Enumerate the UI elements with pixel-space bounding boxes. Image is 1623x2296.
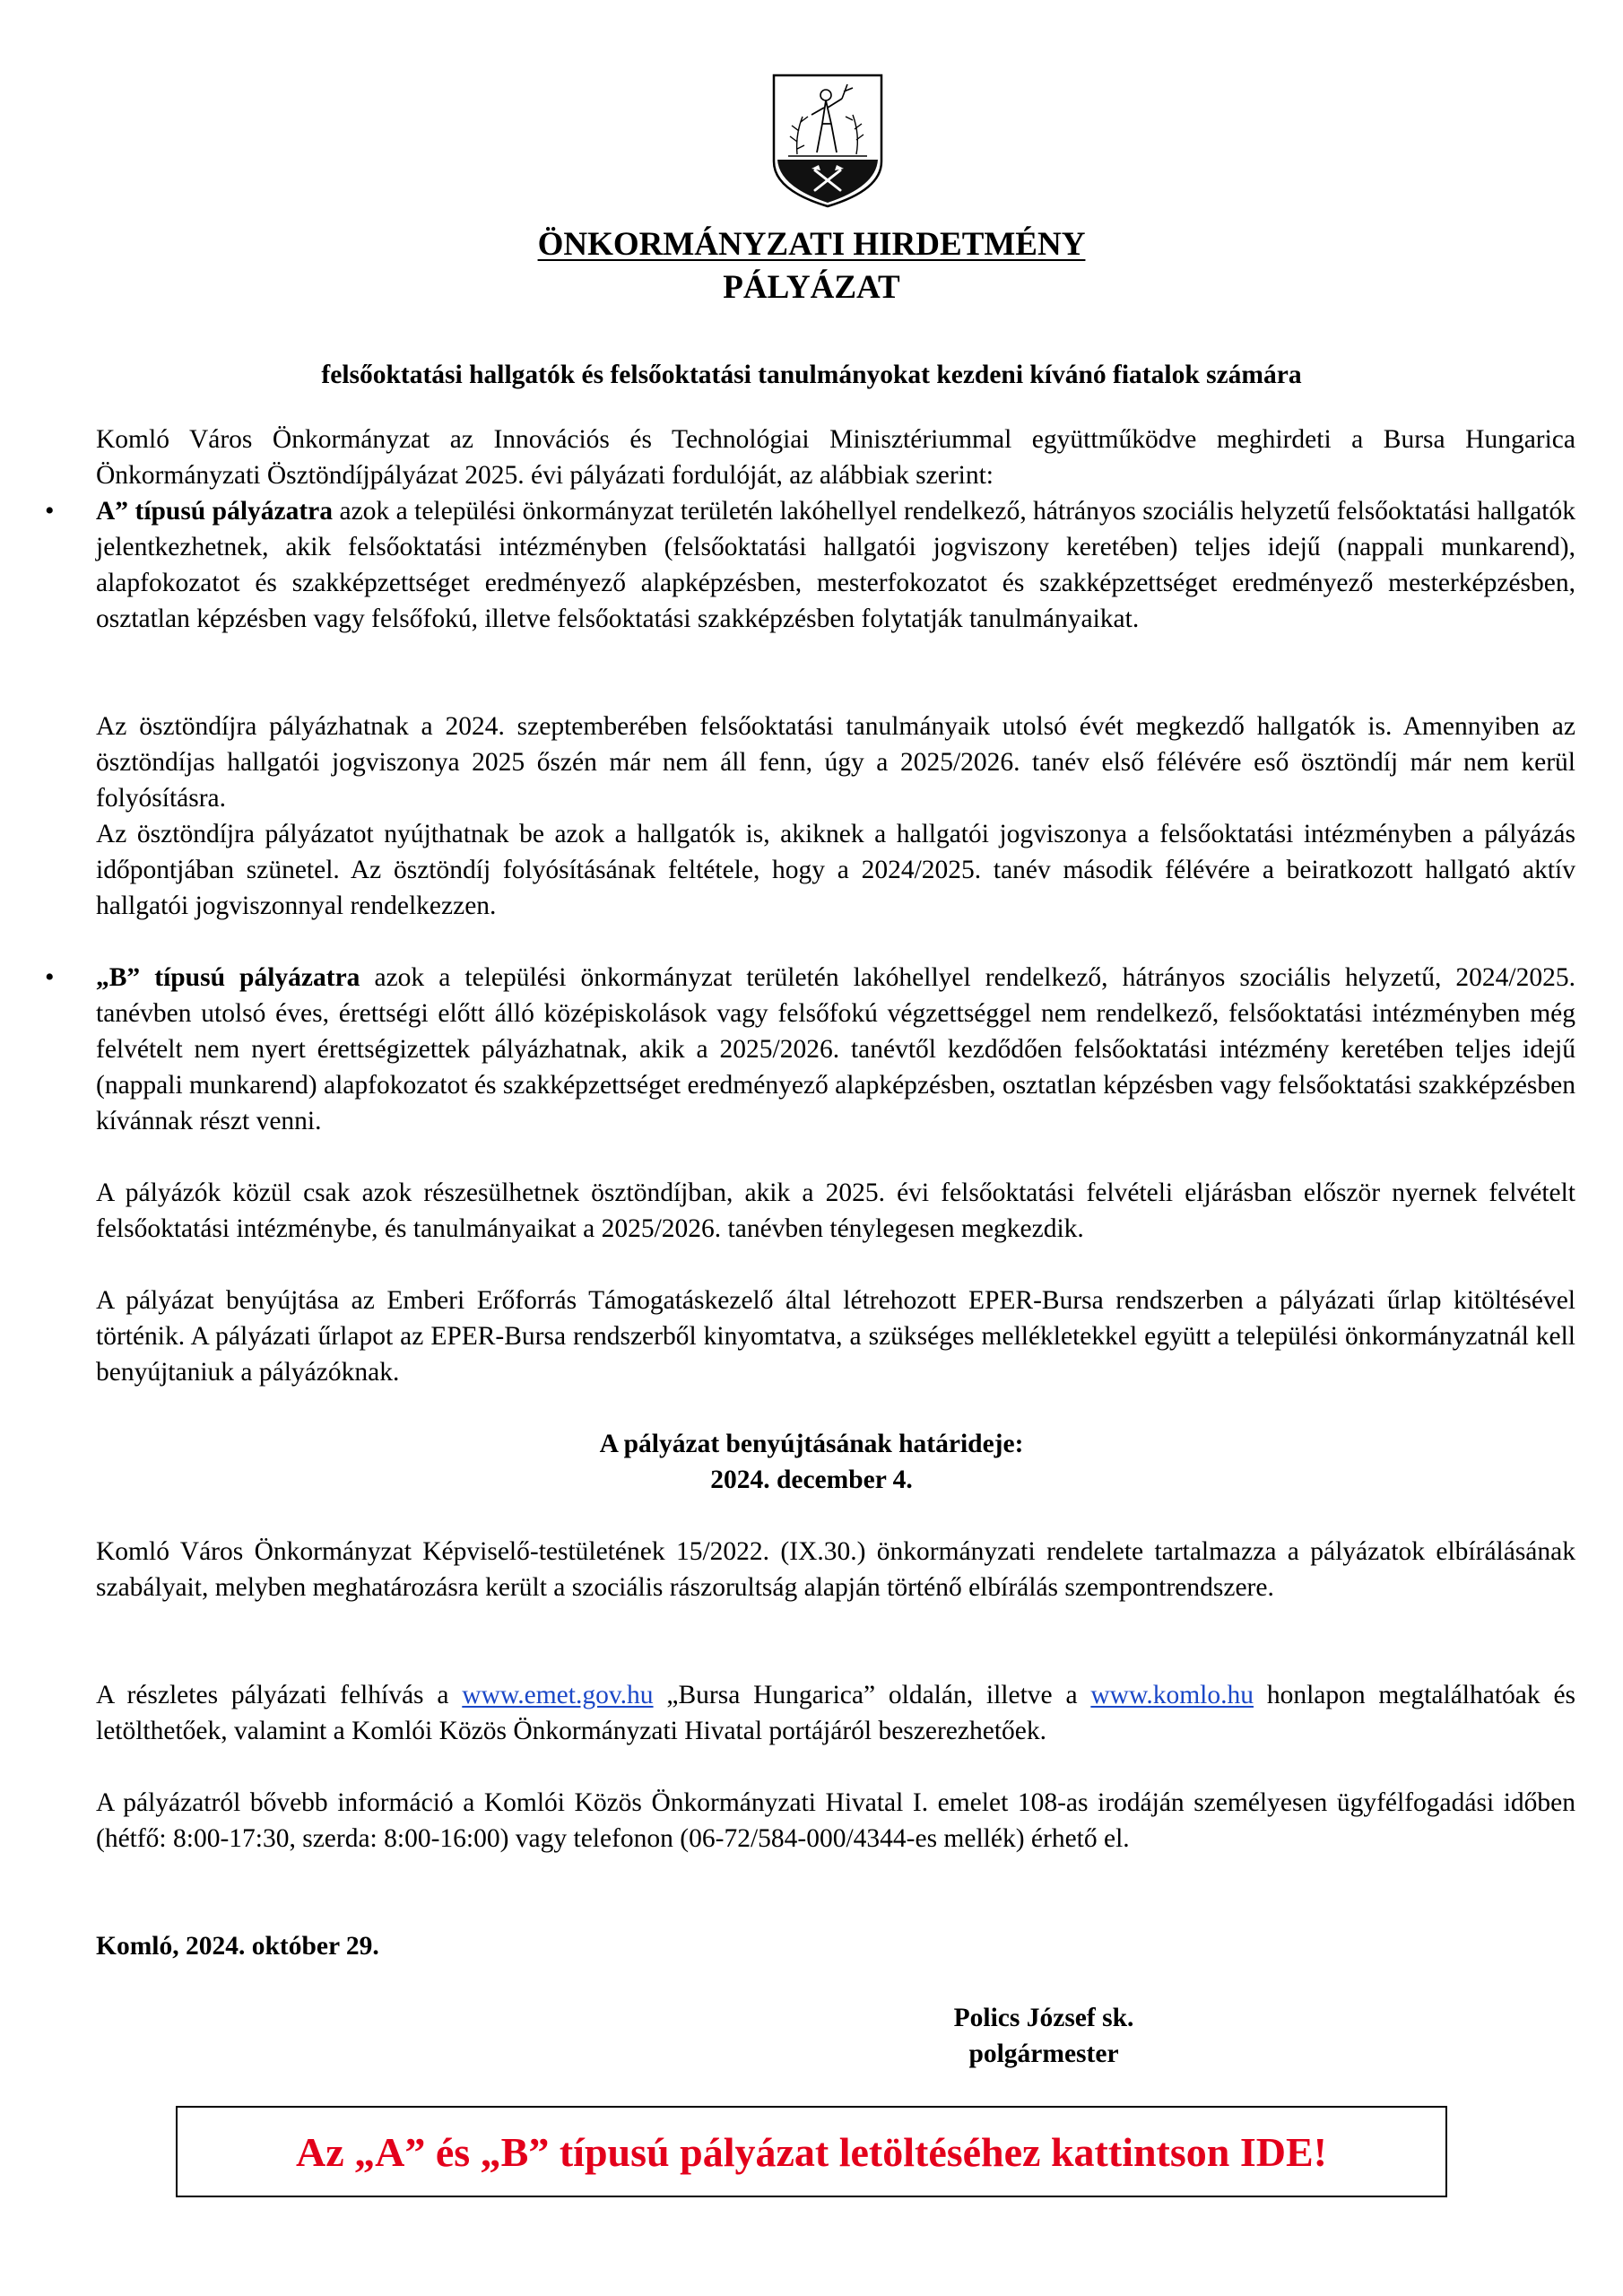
type-a-paragraph-3: Az ösztöndíjra pályázatot nyújthatnak be azok a hallgatók is, akiknek a hallgatói jogviszonya a felsőoktatási intézményben a pályázás időpontjában szünetel. Az ösztöndíj folyósításának feltétele, hogy a 2024/2025. tanév második félévére a beiratkozott hallgató aktív hallgatói jogviszonnyal rendelkezzen.: [96, 820, 1575, 920]
komlo-link[interactable]: www.komlo.hu: [1090, 1681, 1254, 1709]
type-b-paragraph: [96, 960, 1575, 1139]
rules-paragraph: Komló Város Önkormányzat Képviselő-testületének 15/2022. (IX.30.) önkormányzati rendelete tartalmazza a pályázatok elbírálásának szabályait, melyben meghatározásra került a szociális rászorultság alapján történő elbírálás szempontrendszere.: [96, 1537, 1575, 1602]
page-title: ÖNKORMÁNYZATI HIRDETMÉNY: [537, 226, 1086, 263]
type-a-text: azok a települési önkormányzat területén lakóhellyel rendelkező, hátrányos szociális helyzetű felsőoktatási hallgatók jelentkezhetnek, akik felsőoktatási intézményben (felsőoktatási hallgatói jogviszony keretében) teljes idejű (nappali munkarend), alapfokozatot és szakképzettséget eredményező alapképzésben, mesterfokozatot és szakképzettséget eredményező mesterképzésben, osztatlan képzésben vagy felsőfokú, illetve felsőoktatási szakképzésben folytatják tanulmányaikat.: [96, 497, 1575, 633]
details-text-3: honlapon megtalálhatóak és letölthetőek, valamint a Komlói Közös Önkormányzati Hivatal portájáról beszerezhetőek.: [96, 1681, 1576, 1745]
type-a-paragraph-2: Az ösztöndíjra pályázhatnak a 2024. szeptemberében felsőoktatási tanulmányaik utolsó évét megkezdő hallgatók is. Amennyiben az ösztöndíjas hallgatói jogviszonya 2025 őszén már nem áll fenn, úgy a 2025/2026. tanév első félévére eső ösztöndíj már nem kerül folyósításra.: [96, 712, 1575, 813]
type-b-text: azok a települési önkormányzat területén lakóhellyel rendelkező, hátrányos szociális helyzetű, 2024/2025. tanévben utolsó éves, érettségi előtt álló középiskolások vagy felsőfokú végzettséggel nem rendelkező, felsőoktatási intézményben még felvételt nem nyert érettségizettek pályázhatnak, akik a 2025/2026. tanévtől kezdődően felsőoktatási intézmény keretében teljes idejű (nappali munkarend) alapfokozatot és szakképzettséget eredményező alapképzésben, osztatlan képzésben vagy felsőoktatási szakképzésben kívánnak részt venni.: [96, 963, 1576, 1135]
type-a-paragraph: [96, 493, 1575, 637]
type-a-label: A” típusú pályázatra: [96, 497, 334, 526]
page-subtitle: PÁLYÁZAT: [723, 269, 900, 306]
download-application-button[interactable]: Az „A” és „B” típusú pályázat letöltéséhez kattintson IDE!: [176, 2106, 1447, 2197]
emet-link[interactable]: www.emet.gov.hu: [462, 1681, 654, 1709]
details-text-2: „Bursa Hungarica” oldalán, illetve a: [653, 1681, 1091, 1709]
details-paragraph: [96, 1677, 1575, 1749]
place-date: Komló, 2024. október 29.: [96, 1932, 379, 1961]
submission-paragraph: A pályázat benyújtása az Emberi Erőforrás Támogatáskezelő által létrehozott EPER-Bursa rendszerben a pályázati űrlap kitöltésével történik. A pályázati űrlapot az EPER-Bursa rendszerből kinyomtatva, a szükséges mellékletekkel együtt a települési önkormányzatnál kell benyújtaniuk a pályázóknak.: [96, 1286, 1575, 1387]
type-b-paragraph-2: A pályázók közül csak azok részesülhetnek ösztöndíjban, akik a 2025. évi felsőoktatási felvételi eljárásban először nyernek felvételt felsőoktatási intézménybe, és tanulmányaikat a 2025/2026. tanévben ténylegesen megkezdik.: [96, 1178, 1575, 1243]
signature-name: Polics József sk.: [953, 2004, 1134, 2032]
deadline-date: 2024. december 4.: [710, 1465, 913, 1494]
type-b-label: „B” típusú pályázatra: [96, 963, 360, 992]
target-audience: felsőoktatási hallgatók és felsőoktatási tanulmányokat kezdeni kívánó fiatalok számára: [321, 361, 1302, 389]
intro-paragraph: Komló Város Önkormányzat az Innovációs és Technológiai Minisztériummal együttműködve meghirdeti a Bursa Hungarica Önkormányzati Ösztöndíjpályázat 2025. évi pályázati fordulóját, az alábbiak szerint:: [96, 425, 1575, 490]
coat-of-arms-icon: [770, 72, 885, 210]
info-paragraph: A pályázatról bővebb információ a Komlói Közös Önkormányzati Hivatal I. emelet 108-as irodáján személyesen ügyfélfogadási időben (hétfő: 8:00-17:30, szerda: 8:00-16:00) vagy telefonon (06-72/584-000/4344-es mellék) érhető el.: [96, 1788, 1575, 1853]
signature-role: polgármester: [968, 2039, 1119, 2068]
details-text-1: A részletes pályázati felhívás a: [96, 1681, 463, 1709]
bullet-b-icon: •: [45, 962, 55, 992]
bullet-a-icon: •: [45, 496, 55, 526]
deadline-label: A pályázat benyújtásának határideje:: [599, 1430, 1024, 1458]
